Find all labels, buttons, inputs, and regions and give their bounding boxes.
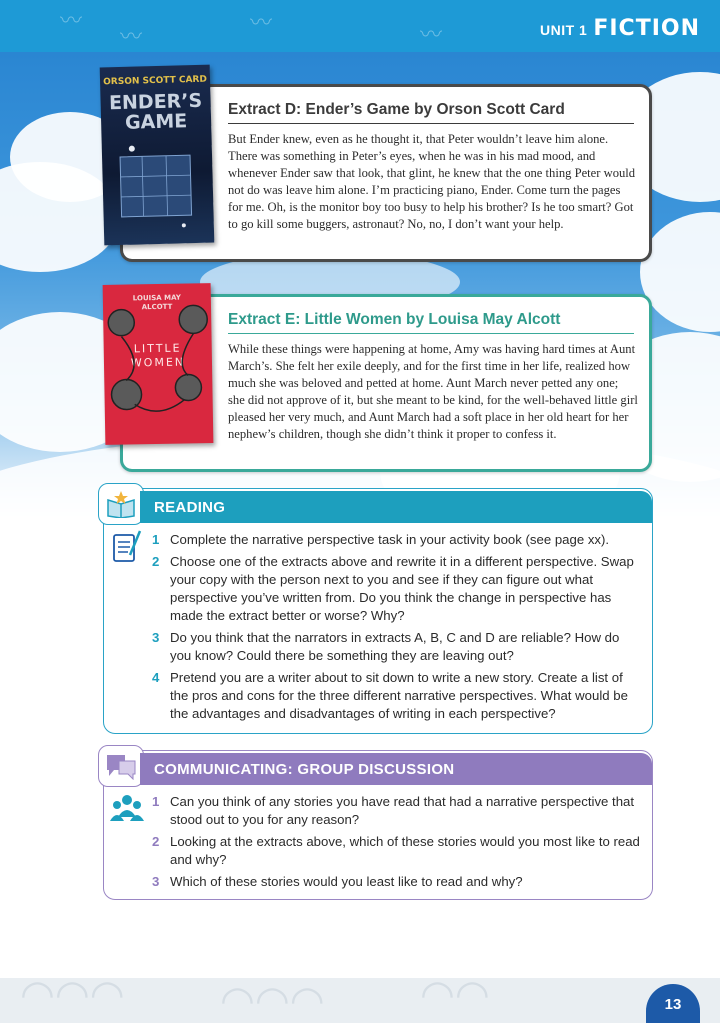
reading-heading: READING — [140, 491, 652, 523]
page-footer: ◠◠◠ ◠◠◠ ◠◠ — [0, 978, 720, 1023]
question-number: 3 — [152, 630, 160, 645]
question-text: Do you think that the narrators in extracts A, B, C and D are reliable? How do you know? Could there be something they are leaving out? — [170, 630, 620, 663]
question-text: Can you think of any stories you have read that had a narrative perspective that stood out to you for any reason? — [170, 794, 635, 827]
discussion-question — [152, 793, 642, 829]
discussion-question — [152, 833, 642, 869]
communicating-badge — [98, 745, 144, 787]
question-text: Complete the narrative perspective task in your activity book (see page xx). — [170, 532, 610, 547]
enders-game-cover-title: ENDER’S GAME — [108, 89, 203, 134]
group-people-icon — [110, 791, 144, 825]
activity-book-icon — [110, 529, 144, 563]
little-women-cover-author: LOUISA MAY ALCOTT — [132, 293, 181, 312]
extract-d-text: But Ender knew, even as he thought it, that Peter wouldn’t leave him alone. There was something in Peter’s eyes, when he was in his mad mood, and whenever Ender saw that look, that glint, he knew that the one thing Peter would not do was leave him alone. I’m practicing piano, Ender. Come turn the pages for me. Oh, is the monitor boy too busy to help his brother? Is he too smart? Got to go kill some buggers, astronaut? No, no, I don’t want your help. — [228, 132, 636, 231]
extract-d-title: Extract D: Ender’s Game by Orson Scott Card — [228, 101, 634, 124]
communicating-section — [103, 750, 653, 900]
extract-e-title: Extract E: Little Women by Louisa May Alcott — [228, 311, 634, 334]
question-text: Choose one of the extracts above and rewrite it in a different perspective. Swap your copy with the person next to you and see if they can figure out what perspective you’ve written from. Do you think the change in perspective has made the extract better or worse? Why? — [170, 554, 634, 623]
reading-section — [103, 488, 653, 734]
reading-question — [152, 553, 642, 625]
unit-number: UNIT 1 — [539, 22, 588, 38]
communicating-heading: COMMUNICATING: GROUP DISCUSSION — [140, 753, 652, 785]
open-book-icon — [106, 490, 136, 518]
question-number: 1 — [152, 794, 160, 809]
reading-badge — [98, 483, 144, 525]
question-number: 2 — [152, 554, 160, 569]
reading-question-list — [152, 531, 642, 727]
page-number: 13 — [646, 984, 700, 1023]
reading-question — [152, 531, 642, 549]
unit-label — [540, 16, 700, 41]
little-women-cover — [103, 283, 214, 445]
discussion-question — [152, 873, 642, 891]
question-text: Which of these stories would you least like to read and why? — [170, 874, 523, 889]
question-number: 4 — [152, 670, 160, 685]
question-number: 1 — [152, 532, 160, 547]
question-text: Looking at the extracts above, which of these stories would you most like to read and why? — [170, 834, 640, 867]
top-banner: 〰 〰 〰 〰 UNIT 1 FICTION — [0, 0, 720, 52]
enders-game-cover-author: ORSON SCOTT CARD — [103, 74, 208, 88]
reading-question — [152, 629, 642, 665]
communicating-question-list — [152, 793, 642, 895]
question-number: 3 — [152, 874, 160, 889]
speech-bubbles-icon — [105, 752, 137, 780]
extract-e-text: While these things were happening at home, Amy was having hard times at Aunt March’s. She felt her exile deeply, and for the first time in her life, realized how much she was beloved and petted at home. Aunt March never petted any one; she did not approve of it, but she meant to be kind, for the well-behaved little girl pleased her very much, and Aunt March had a soft place in her old heart for her nephew’s children, though she didn’t think it proper to confess it. — [228, 342, 638, 441]
rose-illustration — [103, 283, 214, 445]
question-text: Pretend you are a writer about to sit down to write a new story. Create a list of the pros and cons for the three different narrative perspectives. What would be the advantages and disadvantages of writing in each perspective? — [170, 670, 628, 721]
section-title: FICTION — [593, 16, 700, 41]
question-number: 2 — [152, 834, 160, 849]
battle-station-illustration — [102, 135, 215, 246]
reading-question — [152, 669, 642, 723]
enders-game-cover — [100, 65, 215, 246]
little-women-cover-title: LITTLE WOMEN — [130, 341, 186, 370]
